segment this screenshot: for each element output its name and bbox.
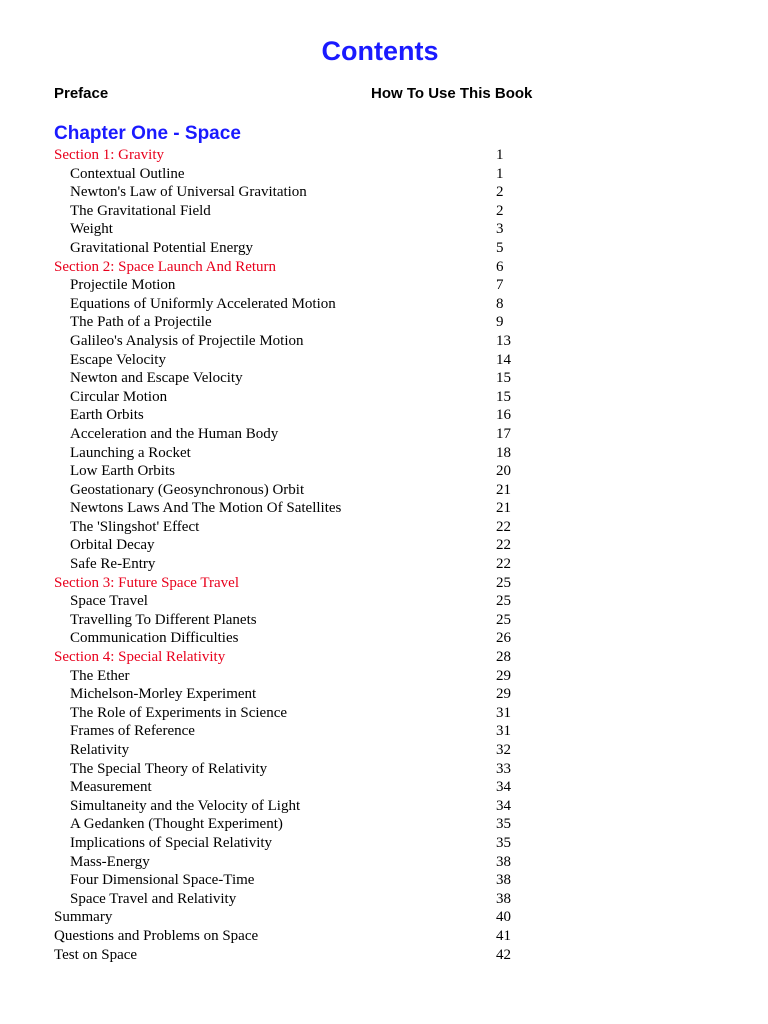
toc-entry-row[interactable] [54,183,524,202]
toc-page-number: 9 [496,314,504,331]
toc-section-row[interactable] [54,648,524,667]
chapter-heading[interactable]: Chapter One - Space [54,123,241,144]
toc-entry-row[interactable] [54,853,524,872]
toc-entry-label[interactable]: Newton and Escape Velocity [70,370,243,387]
toc-page-number: 34 [496,779,511,796]
toc-page-number: 21 [496,481,511,498]
toc-entry-row[interactable] [54,276,524,295]
toc-entry-label[interactable]: Escape Velocity [70,351,166,368]
toc-entry-label[interactable]: Low Earth Orbits [70,463,175,480]
toc-entry-label[interactable]: The Role of Experiments in Science [70,704,288,721]
toc-entry-row[interactable] [54,760,524,779]
toc-page-number: 29 [496,667,511,684]
toc-entry-row[interactable] [54,388,524,407]
toc-page-number: 22 [496,556,511,573]
toc-entry-row[interactable] [54,667,524,686]
toc-entry-row[interactable] [54,202,524,221]
toc-entry-row[interactable] [54,499,524,518]
toc-page-number: 7 [496,277,504,294]
toc-page-number: 2 [496,202,504,219]
toc-entry-row[interactable] [54,295,524,314]
toc-page-number: 42 [496,946,511,963]
toc-entry-label[interactable]: Safe Re-Entry [70,556,156,573]
toc-entry-row[interactable] [54,481,524,500]
toc-page-number: 15 [496,388,511,405]
toc-entry-row[interactable] [54,722,524,741]
toc-entry-row[interactable] [54,239,524,258]
toc-page-number: 26 [496,630,511,647]
toc-page-number: 29 [496,686,511,703]
toc-page-number: 2 [496,184,504,201]
toc-section-row[interactable] [54,146,524,165]
toc-page-number: 41 [496,927,511,944]
toc-entry-label[interactable]: Earth Orbits [70,407,144,424]
toc-entry-label[interactable]: Space Travel and Relativity [70,890,237,907]
toc-entry-row[interactable] [54,834,524,853]
toc-entry-row[interactable] [54,313,524,332]
toc-page-number: 17 [496,425,511,442]
toc-entry-row[interactable] [54,946,524,965]
toc-page-number: 16 [496,407,511,424]
toc-entry-label[interactable]: Launching a Rocket [70,444,191,461]
toc-page-number: 20 [496,463,511,480]
toc-entry-label[interactable]: The Special Theory of Relativity [70,760,268,777]
toc-entry-label[interactable]: Circular Motion [70,388,168,405]
toc-entry-row[interactable] [54,536,524,555]
toc-entry-row[interactable] [54,444,524,463]
toc-page-number: 15 [496,370,511,387]
toc-entry-row[interactable] [54,592,524,611]
toc-entry-row[interactable] [54,629,524,648]
toc-entry-row[interactable] [54,908,524,927]
toc-entry-label[interactable]: Frames of Reference [70,723,195,740]
toc-page-number: 38 [496,872,511,889]
toc-entry-label[interactable]: Section 3: Future Space Travel [54,574,239,591]
toc-entry-row[interactable] [54,871,524,890]
toc-entry-row[interactable] [54,406,524,425]
toc-page-number: 22 [496,537,511,554]
toc-page-number: 1 [496,165,504,182]
preface-link[interactable]: Preface [54,85,109,102]
toc-entry-label[interactable]: Section 1: Gravity [54,147,164,163]
toc-entry-label[interactable]: Measurement [70,779,152,796]
toc-page-number: 35 [496,834,511,851]
toc-entry-label[interactable]: Acceleration and the Human Body [70,425,279,442]
toc-entry-label[interactable]: Projectile Motion [70,277,176,294]
toc-entry-label[interactable]: Galileo's Analysis of Projectile Motion [70,332,304,349]
toc-entry-label[interactable]: The 'Slingshot' Effect [70,518,200,535]
toc-entry-label[interactable]: Implications of Special Relativity [70,834,273,851]
toc-entry-row[interactable] [54,555,524,574]
toc-entry-row[interactable] [54,890,524,909]
toc-section-row[interactable] [54,574,524,593]
toc-entry-label[interactable]: Newton's Law of Universal Gravitation [70,184,307,201]
page-title: Contents [321,36,439,66]
toc-entry-row[interactable] [54,332,524,351]
toc-entry-label[interactable]: Summary [54,909,113,926]
toc-page-number: 25 [496,611,511,628]
toc-entry-label[interactable]: Four Dimensional Space-Time [70,872,255,889]
toc-entry-label[interactable]: Michelson-Morley Experiment [70,686,257,703]
toc-entry-label[interactable]: Weight [70,221,113,238]
toc-entry-label[interactable]: Communication Difficulties [70,630,239,647]
toc-page-number: 28 [496,649,511,666]
toc-entry-label[interactable]: Questions and Problems on Space [54,927,259,944]
toc-page-number: 18 [496,444,511,461]
toc-section-row[interactable] [54,258,524,277]
toc-entry-label[interactable]: Contextual Outline [70,165,185,182]
toc-page-number: 35 [496,816,511,833]
toc-entry-label[interactable]: The Ether [70,667,130,684]
toc-entry-label[interactable]: Equations of Uniformly Accelerated Motion [70,295,336,312]
toc-page-number: 34 [496,797,511,814]
toc-entry-row[interactable] [54,927,524,946]
toc-entry-row[interactable] [54,611,524,630]
toc-page-number: 31 [496,704,511,721]
toc-page-number: 33 [496,760,511,777]
toc-entry-label[interactable]: Space Travel [70,593,148,610]
toc-entry-label[interactable]: Section 2: Space Launch And Return [54,258,277,275]
toc-page-number: 5 [496,239,504,256]
toc-entry-label[interactable]: The Path of a Projectile [70,314,212,331]
toc-entry-label[interactable]: The Gravitational Field [70,202,211,219]
toc-page-number: 8 [496,295,504,312]
toc-entry-row[interactable] [54,704,524,723]
toc-page-number: 14 [496,351,511,368]
toc-entry-row[interactable] [54,220,524,239]
toc-entry-row[interactable] [54,369,524,388]
toc-entry-label[interactable]: Geostationary (Geosynchronous) Orbit [70,481,305,498]
toc-entry-label[interactable]: Gravitational Potential Energy [70,239,254,256]
toc-page-number: 21 [496,500,511,517]
toc-entry-label[interactable]: Relativity [70,742,130,758]
table-of-contents [54,146,524,964]
toc-entry-row[interactable] [54,778,524,797]
toc-entry-label[interactable]: Mass-Energy [70,853,150,870]
toc-entry-label[interactable]: Section 4: Special Relativity [54,649,226,666]
toc-page-number: 38 [496,890,511,907]
toc-entry-row[interactable] [54,165,524,184]
toc-page-number: 31 [496,723,511,740]
toc-page-number: 25 [496,574,511,591]
how-to-use-link[interactable]: How To Use This Book [371,85,533,102]
toc-entry-label[interactable]: Test on Space [54,946,138,963]
toc-entry-row[interactable] [54,741,524,760]
toc-entry-row[interactable] [54,815,524,834]
toc-entry-label[interactable]: A Gedanken (Thought Experiment) [70,816,283,833]
toc-page-number: 32 [496,742,511,758]
toc-page-number: 6 [496,258,504,275]
toc-page-number: 13 [496,332,511,349]
toc-page-number: 38 [496,853,511,870]
toc-entry-row[interactable] [54,797,524,816]
toc-entry-row[interactable] [54,351,524,370]
toc-entry-label[interactable]: Newtons Laws And The Motion Of Satellites [70,500,342,517]
toc-page-number: 22 [496,518,511,535]
toc-page-number: 1 [496,147,504,163]
toc-page-number: 25 [496,593,511,610]
toc-page-number: 3 [496,221,504,238]
toc-entry-label[interactable]: Travelling To Different Planets [70,611,257,628]
toc-entry-row[interactable] [54,518,524,537]
toc-entry-label[interactable]: Orbital Decay [70,537,155,554]
toc-entry-row[interactable] [54,685,524,704]
toc-page-number: 40 [496,909,511,926]
toc-entry-label[interactable]: Simultaneity and the Velocity of Light [70,797,301,814]
toc-entry-row[interactable] [54,425,524,444]
toc-entry-row[interactable] [54,462,524,481]
